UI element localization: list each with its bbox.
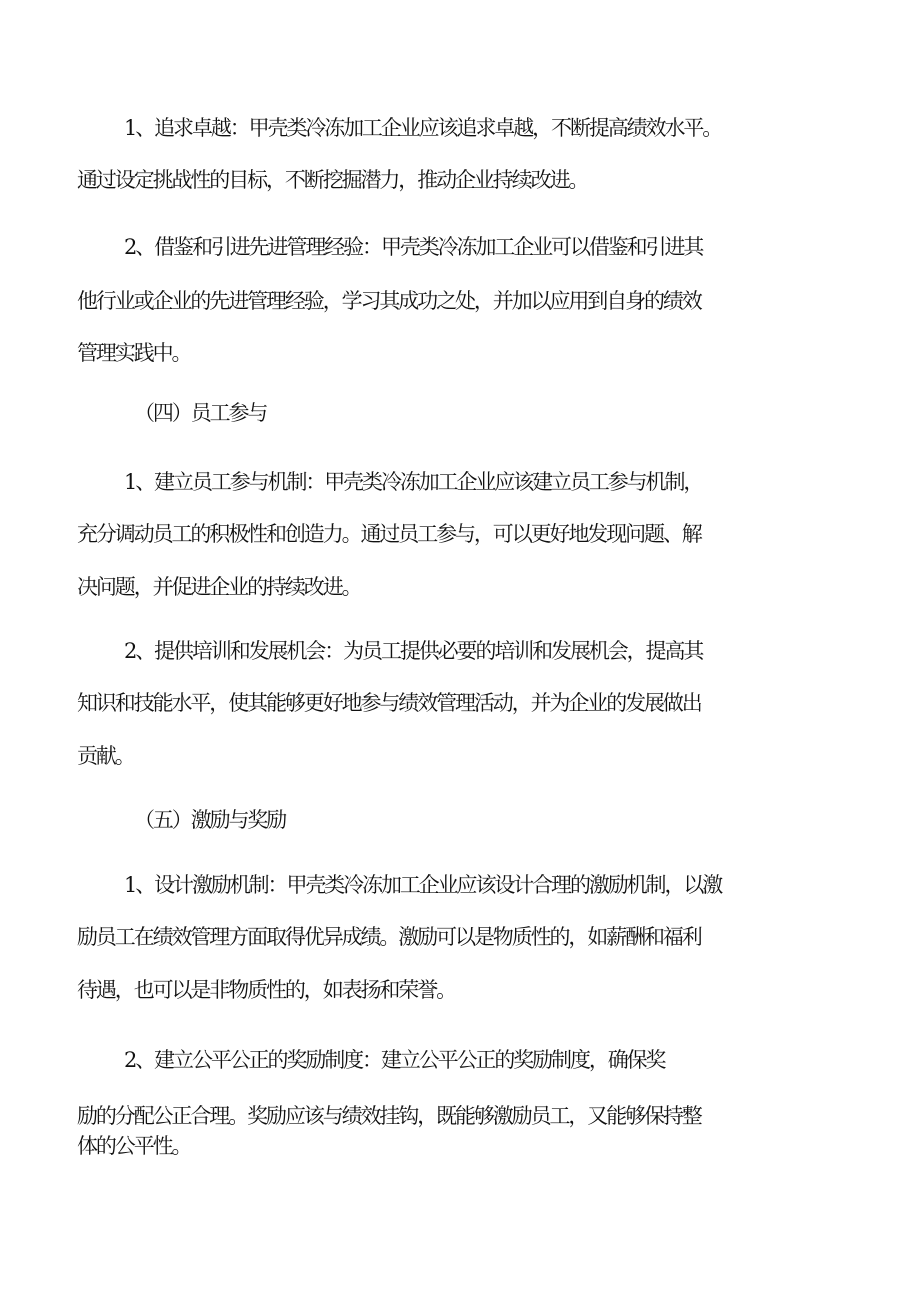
section-heading: （四）员工参与: [134, 401, 267, 425]
section-heading: （五）激励与奖励: [134, 808, 286, 832]
paragraph-line: 1、设计激励机制：甲壳类冷冻加工企业应该设计合理的激励机制，以激: [124, 873, 722, 897]
paragraph-line: 管理实践中。: [77, 341, 191, 365]
paragraph-line: 1、追求卓越：甲壳类冷冻加工企业应该追求卓越，不断提高绩效水平。: [124, 116, 722, 140]
paragraph-line: 贡献。: [77, 744, 134, 768]
paragraph-line: 他行业或企业的先进管理经验，学习其成功之处，并加以应用到自身的绩效: [77, 289, 701, 313]
paragraph-line: 待遇，也可以是非物质性的，如表扬和荣誉。: [77, 978, 455, 1002]
paragraph-line: 充分调动员工的积极性和创造力。通过员工参与，可以更好地发现问题、解: [77, 522, 701, 546]
paragraph-line: 体的公平性。: [77, 1134, 191, 1158]
paragraph-line: 2、提供培训和发展机会：为员工提供必要的培训和发展机会，提高其: [124, 639, 703, 663]
paragraph-line: 通过设定挑战性的目标，不断挖掘潜力，推动企业持续改进。: [77, 168, 588, 192]
paragraph-line: 励员工在绩效管理方面取得优异成绩。激励可以是物质性的，如薪酬和福利: [77, 925, 701, 949]
paragraph-line: 1、建立员工参与机制：甲壳类冷冻加工企业应该建立员工参与机制，: [124, 470, 703, 494]
paragraph-line: 2、借鉴和引进先进管理经验：甲壳类冷冻加工企业可以借鉴和引进其: [124, 235, 703, 259]
paragraph-line: 决问题，并促进企业的持续改进。: [77, 575, 361, 599]
paragraph-line: 励的分配公正合理。奖励应该与绩效挂钩，既能够激励员工，又能够保持整: [77, 1104, 701, 1128]
paragraph-line: 知识和技能水平，使其能够更好地参与绩效管理活动，并为企业的发展做出: [77, 691, 701, 715]
paragraph-line: 2、建立公平公正的奖励制度：建立公平公正的奖励制度，确保奖: [124, 1048, 665, 1072]
